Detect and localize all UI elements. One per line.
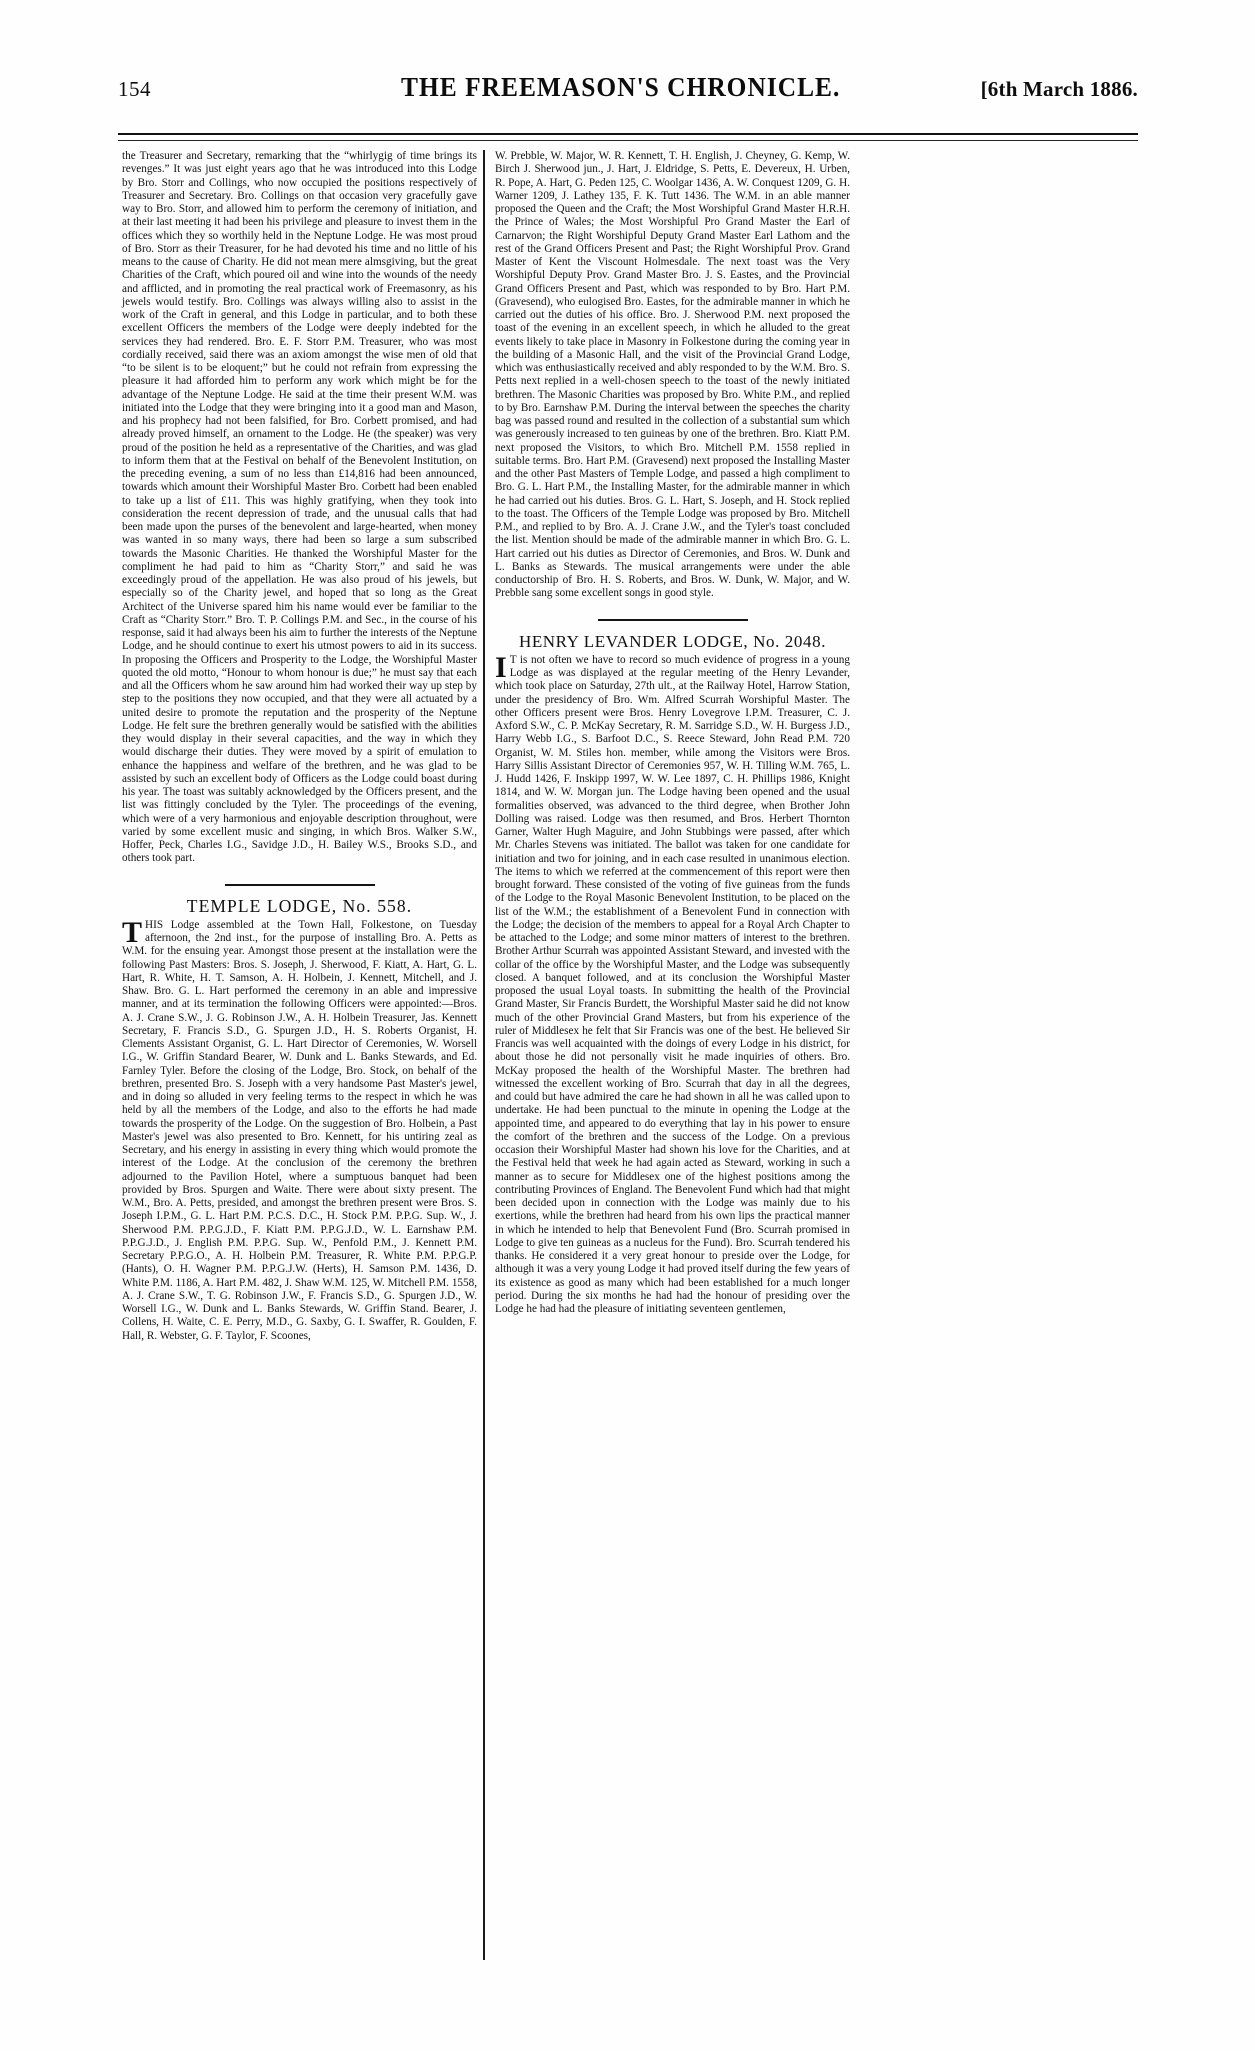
section-separator-rule-levander — [598, 619, 748, 621]
masthead-rule-lower — [118, 140, 1138, 141]
right-text-column — [495, 150, 850, 1316]
issue-date: [6th March 1886. — [980, 77, 1138, 101]
section-heading-henry-levander-lodge: HENRY LEVANDER LODGE, No. 2048. — [518, 631, 827, 651]
temple-lodge-article-body: THIS Lodge assembled at the Town Hall, Folkestone, on Tuesday afternoon, the 2nd inst., for the purpose of installing Bro. A. Petts as W.M. for the ensuing year. Amongst those present at the installation were the following Past Masters: Bros. S. Joseph, J. Sherwood, F. Kiatt, A. Hart, G. L. Hart, R. White, H. T. Samson, A. H. Holbein, J. Kennett, Mitchell, and J. Shaw. Bro. G. L. Hart performed the ceremony in an able and impressive manner, and at its termination the following Officers were appointed:—Bros. A. J. Crane S.W., J. G. Robinson J.W., A. H. Holbein Treasurer, Jas. Kennett Secretary, F. Francis S.D., G. Spurgen J.D., H. S. Roberts Organist, H. Clements Assistant Organist, G. L. Hart Director of Ceremonies, W. Worsell I.G., W. Griffin Standard Bearer, W. Dunk and L. Banks Stewards, and Ed. Farnley Tyler. Before the closing of the Lodge, Bro. Stock, on behalf of the brethren, presented Bro. S. Joseph with a very handsome Past Master's jewel, and in doing so alluded in very feeling terms to the respect in which he was held by all the members of the Lodge, and also to the efforts he had made towards the prosperity of the Lodge. On the suggestion of Bro. Holbein, a Past Master's jewel was also presented to Bro. Kennett, for his untiring zeal as Secretary, and his energy in assisting in every thing which would promote the interest of the Lodge. At the conclusion of the ceremony the brethren adjourned to the Pavilion Hotel, where a sumptuous banquet had been provided by Bros. Spurgen and Waite. There were about sixty present. The W.M., Bro. A. Petts, presided, and amongst the brethren present were Bros. S. Joseph I.P.M., G. L. Hart P.M. P.C.S. D.C., H. Stock P.M. P.P.G. Sup. W., J. Sherwood P.M. P.P.G.J.D., F. Kiatt P.M. P.P.G.J.D., W. L. Earnshaw P.M. P.P.G.J.D., J. English P.M. P.P.G. Sup. W., Penfold P.M., J. Kennett P.M. Secretary P.P.G.O., A. H. Holbein P.M. Treasurer, R. White P.M. P.P.G.P. (Hants), O. H. Wagner P.M. P.P.G.J.W. (Herts), H. Samson P.M. 1436, D. White P.M. 1186, A. Hart P.M. 482, J. Shaw W.M. 125, W. Mitchell P.M. 1558, A. J. Crane S.W., T. G. Robinson J.W., F. Francis S.D., G. Spurgen J.D., W. Worsell I.G., W. Dunk and L. Banks Stewards, W. Griffin Stand. Bearer, J. Collens, H. Waite, C. E. Perry, M.D., G. Saxby, G. I. Swaffer, R. Goulden, F. Hall, R. Webster, G. F. Taylor, F. Scoones, — [122, 915, 477, 1342]
section-heading-temple-lodge: TEMPLE LODGE, No. 558. — [186, 895, 413, 916]
masthead-rule-upper — [118, 133, 1138, 135]
page-folio-number: 154 — [118, 77, 151, 101]
section-separator-rule-temple — [225, 884, 375, 886]
masthead — [118, 72, 1138, 112]
left-continued-article-body: the Treasurer and Secretary, remarking that the “whirlygig of time brings its revenges.” It was just eight years ago that he was introduced into this Lodge by Bro. Storr and Collings, who now occupied the positions respectively of Treasurer and Secretary. Bro. Collings on that occasion very gracefully gave way to Bro. Storr, and allowed him to perform the ceremony of initiation, and at their last meeting it had been his privilege and pleasure to invest them in the offices which they so worthily held in the Neptune Lodge. He was most proud of Bro. Storr as their Treasurer, for he had devoted his time and no little of his means to the cause of Charity. He did not mean mere almsgiving, but the great Charities of the Craft, which poured oil and wine into the wounds of the needy and afflicted, and in promoting the real practical work of Freemasonry, as his jewels would testify. Bro. Collings was always willing also to assist in the work of the Craft in general, and this Lodge in particular, and to both these excellent Officers the members of the Lodge were deeply indebted for the services they had rendered. Bro. E. F. Storr P.M. Treasurer, who was most cordially received, said there was an axiom amongst the wise men of old that “to be silent is to be eloquent;” but he could not refrain from expressing the pleasure it had afforded him to perform any work which might be for the advantage of the Neptune Lodge. He said at the time their present W.M. was initiated into the Lodge that they were bringing into it a good man and Mason, and his prophecy had not been falsified, for Bro. Corbett promised, and had already proved himself, an ornament to the Lodge. He (the speaker) was very proud of the position he held as a representative of the Charities, and was glad to inform them that at the Festival on behalf of the Benevolent Institution, on the preceding evening, a sum of no less than £14,816 had been announced, towards which amount their Worshipful Master Bro. Corbett had been enabled to take up a list of £11. This was highly gratifying, when they took into consideration the recent depression of trade, and the unusual calls that had been made upon the purses of the benevolent and large-hearted, when money was wanted in so many ways, there had been so large a sum subscribed towards the Masonic Charities. He thanked the Worshipful Master for the compliment he had paid to him as “Charity Storr,” and said he was exceedingly proud of the appellation. He was also proud of his jewels, but especially so of the Charity jewel, and hoped that so long as the Great Architect of the Universe spared him his name would ever be familiar to the Craft as “Charity Storr.” Bro. T. P. Collings P.M. and Sec., in the course of his response, said it had always been his aim to further the interests of the Neptune Lodge, and he should continue to exert his utmost powers to aid in its success. In proposing the Officers and Prosperity to the Lodge, the Worshipful Master quoted the old motto, “Honour to whom honour is due;” he must say that each and all the Officers whom he saw around him had worked their way up step by step to the positions they now occupied, and that they were all actuated by a united desire to promote the reputation and the prosperity of the Neptune Lodge. He felt sure the brethren generally would be satisfied with the abilities they would display in their several capacities, and the way in which they would discharge their duties. They were moved by a spirit of emulation to enhance the happiness and welfare of the brethren, and he was glad to be assisted by such an excellent body of Officers as the Lodge could boast during his year. The toast was suitably acknowledged by the Officers present, and the list was fittingly concluded by the Tyler. The proceedings of the evening, which were of a very harmonious and enjoyable description throughout, were varied by some excellent music and singing, in which Bros. Walker S.W., Hoffer, Peck, Charles I.G., Savidge J.D., H. Bailey W.S., Brooks S.D., and others took part. — [122, 150, 477, 865]
henry-levander-lodge-article-body: IT is not often we have to record so much evidence of progress in a young Lodge as was displayed at the regular meeting of the Henry Levander, which took place on Saturday, 27th ult., at the Railway Hotel, Harrow Station, under the presidency of Bro. Wm. Alfred Scurrah Worshipful Master. The other Officers present were Bros. Henry Lovegrove I.P.M. Treasurer, C. J. Axford S.W., C. P. McKay Secretary, R. M. Sarridge S.D., W. H. Burgess J.D., Harry Webb I.G., S. Barfoot D.C., S. Reece Steward, John Read P.M. 720 Organist, W. M. Stiles hon. member, while among the Visitors were Bros. Harry Sillis Assistant Director of Ceremonies 957, W. H. Tilling W.M. 765, L. J. Hudd 1426, F. Inskipp 1997, W. W. Lee 1897, C. H. Phillips 1986, Knight 1814, and W. W. Morgan jun. The Lodge having been opened and the usual formalities observed, was advanced to the third degree, when Brother John Dolling was raised. Lodge was then resumed, and Bros. Herbert Thornton Garner, Walter Hugh Maguire, and John Stubbings were passed, after which Mr. Charles Stevens was initiated. The ballot was taken for one candidate for initiation and two for joining, and in each case resulted in unanimous election. The items to which we referred at the commencement of this report were then brought forward. These consisted of the voting of five guineas from the funds of the Lodge to the Royal Masonic Benevolent Institution, to be placed on the list of the W.M.; the establishment of a Benevolent Fund in connection with the Lodge; the decision of the members to appeal for a Royal Arch Chapter to be attached to the Lodge; and some minor matters of interest to the brethren. Brother Arthur Scurrah was appointed Assistant Steward, and invested with the collar of the office by the Worshipful Master, and the Lodge was subsequently closed. A banquet followed, and at its conclusion the Worshipful Master proposed the usual Loyal toasts. In submitting the health of the Provincial Grand Master, Sir Francis Burdett, the Worshipful Master said he did not know much of the other Provincial Grand Masters, but from his experience of the ruler of Middlesex he felt that Sir Francis was one of the best. He believed Sir Francis was well acquainted with the doings of every Lodge in his district, for about those he did not personally visit he made inquiries of others. Bro. McKay proposed the health of the Worshipful Master. The brethren had witnessed the excellent working of Bro. Scurrah that day in all the degrees, and could but have admired the care he had shown in all he was called upon to undertake. He had been punctual to the minute in opening the Lodge at the appointed time, and appeared to do everything that lay in his power to ensure the comfort of the brethren and the success of the Lodge. On a previous occasion their Worshipful Master had shown his love for the Charities, and at the Festival held that week he had again acted as Steward, working in such a manner as to secure for Middlesex one of the highest positions among the contributing Provinces of England. The Benevolent Fund which had that might been decided upon in connection with the Lodge was mainly due to his exertions, while the brethren had heard from his own lips the practical manner in which he intended to help that Benevolent Fund (Bro. Scurrah promised in Lodge to give ten guineas as a nucleus for the Fund). Bro. Scurrah tendered his thanks. He considered it a very great honour to preside over the Lodge, for although it was a very young Lodge it had proved itself during the few years of its existence as good as many which had been established for a much longer period. During the six months he had had the honour of presiding over the Lodge he had had the pleasure of initiating seventeen gentlemen, — [495, 650, 850, 1315]
publication-title: THE FREEMASON'S CHRONICLE. — [401, 72, 841, 102]
column-divider-rule — [483, 150, 485, 1960]
left-text-column — [122, 150, 477, 1343]
right-continued-article-body: W. Prebble, W. Major, W. R. Kennett, T. H. English, J. Cheyney, G. Kemp, W. Birch J. Sherwood jun., J. Hart, J. Eldridge, S. Petts, E. Devereux, H. Urben, R. Pope, A. Hart, G. Peden 125, C. Woolgar 1436, A. W. Conquest 1209, G. H. Warner 1209, J. Lathey 135, F. K. Tutt 1436. The W.M. in an able manner proposed the Queen and the Craft; the Most Worshipful Grand Master H.R.H. the Prince of Wales; the Most Worshipful Pro Grand Master the Earl of Carnarvon; the Right Worshipful Deputy Grand Master Earl Lathom and the rest of the Grand Officers Present and Past; the Right Worshipful Prov. Grand Master of Kent the Viscount Holmesdale. The next toast was the Very Worshipful Deputy Prov. Grand Master Bro. J. S. Eastes, and the Provincial Grand Officers Present and Past, which was responded to by Bro. Hart P.M. (Gravesend), who eulogised Bro. Eastes, for the admirable manner in which he carried out the duties of his office. Bro. J. Sherwood P.M. next proposed the toast of the evening in an excellent speech, in which he alluded to the great events likely to take place in Masonry in Folkestone during the coming year in the building of a Masonic Hall, and the visit of the Provincial Grand Lodge, which was enthusiastically received and ably responded to by the W.M. Bro. S. Petts next replied in a well-chosen speech to the toast of the newly initiated brethren. The Masonic Charities was proposed by Bro. White P.M., and replied to by Bro. Earnshaw P.M. During the interval between the speeches the charity bag was passed round and resulted in the collection of a substantial sum which was generously increased to ten guineas by one of the brethren. Bro. Kiatt P.M. next proposed the Visitors, to which Bro. Mitchell P.M. 1558 replied in suitable terms. Bro. Hart P.M. (Gravesend) next proposed the Installing Master and the other Past Masters of Temple Lodge, and passed a high compliment to Bro. G. L. Hart P.M., the Installing Master, for the admirable manner in which he had carried out his duties. Bros. G. L. Hart, S. Joseph, and H. Stock replied to the toast. The Officers of the Temple Lodge was proposed by Bro. Mitchell P.M., and replied to by Bro. A. J. Crane J.W., and the Tyler's toast concluded the list. Mention should be made of the admirable manner in which Bro. G. L. Hart carried out his duties as Director of Ceremonies, and Bros. W. Dunk and L. Banks as Stewards. The musical arrangements were under the able conductorship of Bro. H. S. Roberts, and Bros. W. Dunk, W. Major, and W. Prebble sang some excellent songs in good style. — [495, 150, 850, 600]
